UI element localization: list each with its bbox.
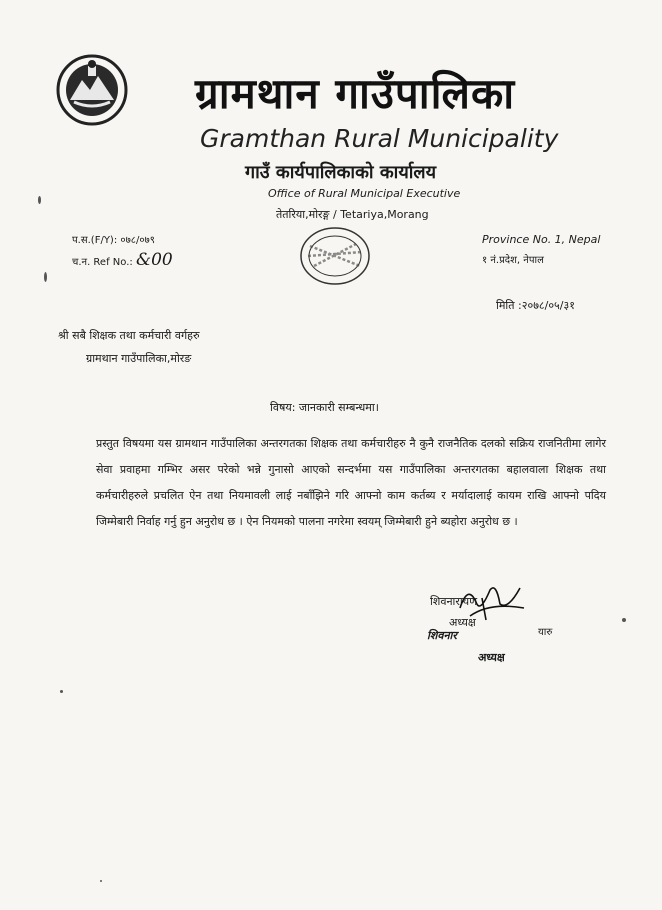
province-nepali: १ नं.प्रदेश, नेपाल (482, 255, 544, 266)
stamp-title: अध्यक्ष (478, 651, 505, 664)
office-address: तेतरिया,मोरङ्ग / Tetariya,Morang (276, 208, 429, 221)
page-title-english: Gramthan Rural Municipality (200, 124, 559, 153)
signatory-name: शिवनारायण (430, 595, 478, 608)
office-title-english: Office of Rural Municipal Executive (268, 187, 461, 200)
reference-number (72, 250, 173, 270)
fiscal-year-label: प.स.(F/Y): (72, 235, 118, 246)
letter-date: मिति :२०७८/०५/३१ (496, 299, 575, 312)
fiscal-year (72, 232, 155, 246)
stamp-name: शिवनार (427, 629, 457, 642)
fiscal-year-value: ०७८/०७९ (120, 235, 155, 246)
municipality-logo (52, 52, 132, 128)
letter-subject: विषय: जानकारी सम्बन्धमा। (270, 401, 379, 414)
reference-label: च.न. Ref No.: (72, 257, 133, 268)
recipient-line: श्री सबै शिक्षक तथा कर्मचारी वर्गहरु (58, 329, 200, 342)
scan-speck (44, 272, 47, 282)
office-title: गाउँ कार्यपालिकाको कार्यालय (245, 162, 437, 183)
scan-speck (622, 618, 626, 622)
reference-value: &00 (135, 250, 173, 270)
signatory-title: अध्यक्ष (449, 616, 476, 629)
scan-speck (100, 880, 102, 882)
page-title: ग्रामथान गाउँपालिका (195, 69, 516, 118)
recipient-address: ग्रामथान गाउँपालिका,मोरङ (86, 352, 192, 365)
stamp-name-tail: यारु (538, 627, 553, 638)
letter-body: प्रस्तुत विषयमा यस ग्रामथान गाउँपालिका अन्तरगतका शिक्षक तथा कर्मचारीहरु नै कुनै राजनैतिक दलको सक्रिय राजनितीमा लागेर सेवा प्रवाहमा गम्भिर असर परेको भन्ने गुनासो आएको सन्दर्भमा यस गाउँपालिका अन्तरगतका बहालवाला शिक्षक तथा कर्मचारीहरुले प्रचलित ऐन तथा नियमावली लाई नबाँझिने गरि आफ्नो काम कर्तब्य र मर्यादालाई कायम राखि आफ्नो पदिय जिम्मेबारी निर्वाह गर्नु हुन अनुरोध छ । ऐन नियमको पालना नगरेमा स्वयम् जिम्मेबारी हुने ब्यहोरा अनुरोध छ । (96, 437, 606, 528)
scan-speck (38, 196, 41, 204)
scan-speck (60, 690, 63, 693)
province-english: Province No. 1, Nepal (482, 233, 601, 246)
office-stamp (296, 222, 374, 290)
